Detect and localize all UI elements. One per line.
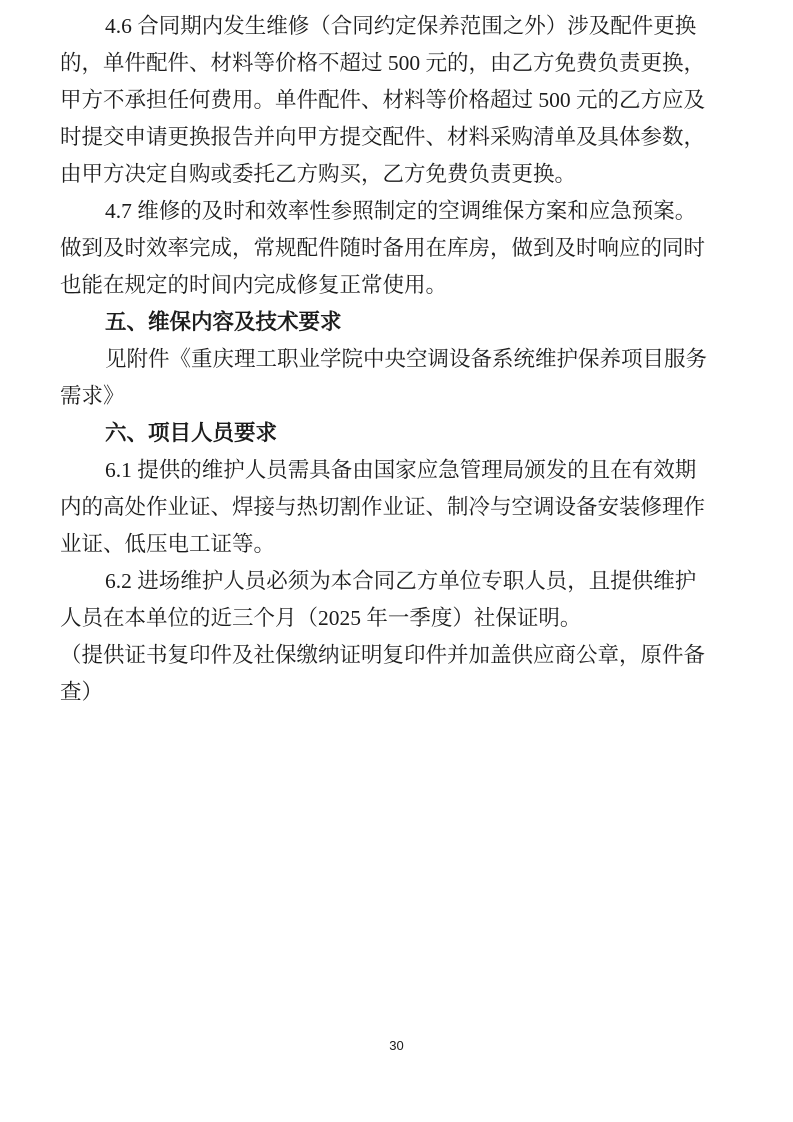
text-line: 业证、低压电工证等。 (60, 532, 276, 556)
text-line: 6.2 进场维护人员必须为本合同乙方单位专职人员，且提供维护 (105, 569, 697, 593)
clause-6-2 (60, 563, 738, 637)
text-line: 由甲方决定自购或委托乙方购买，乙方免费负责更换。 (60, 162, 577, 186)
text-line: 时提交申请更换报告并向甲方提交配件、材料采购清单及具体参数， (60, 125, 706, 149)
page-number: 30 (389, 1038, 404, 1053)
document-body (60, 8, 738, 711)
text-line: 查） (60, 680, 104, 704)
text-line: 也能在规定的时间内完成修复正常使用。 (60, 273, 448, 297)
text-line: 4.6 合同期内发生维修（合同约定保养范围之外）涉及配件更换 (105, 14, 697, 38)
clause-6-1 (60, 452, 738, 563)
text-line: 内的高处作业证、焊接与热切割作业证、制冷与空调设备安装修理作 (60, 495, 706, 519)
text-line: 甲方不承担任何费用。单件配件、材料等价格超过 500 元的乙方应及 (60, 88, 706, 112)
text-line: 需求》 (60, 384, 125, 408)
clause-4-6 (60, 8, 738, 193)
clause-4-7 (60, 193, 738, 304)
text-line: （提供证书复印件及社保缴纳证明复印件并加盖供应商公章，原件备 (60, 643, 706, 667)
section-heading-personnel-requirements: 六、项目人员要求 (105, 421, 278, 445)
text-line: 6.1 提供的维护人员需具备由国家应急管理局颁发的且在有效期 (105, 458, 697, 482)
section-heading-maintenance-requirements: 五、维保内容及技术要求 (105, 310, 342, 334)
para-attachment-reference (60, 341, 738, 415)
text-line: 4.7 维修的及时和效率性参照制定的空调维保方案和应急预案。 (105, 199, 697, 223)
note-certificates (60, 637, 738, 711)
text-line: 做到及时效率完成，常规配件随时备用在库房，做到及时响应的同时 (60, 236, 706, 260)
text-line: 见附件《重庆理工职业学院中央空调设备系统维护保养项目服务 (105, 347, 708, 371)
text-line: 的，单件配件、材料等价格不超过 500 元的，由乙方免费负责更换， (60, 51, 706, 75)
text-line: 人员在本单位的近三个月（2025 年一季度）社保证明。 (60, 606, 582, 630)
